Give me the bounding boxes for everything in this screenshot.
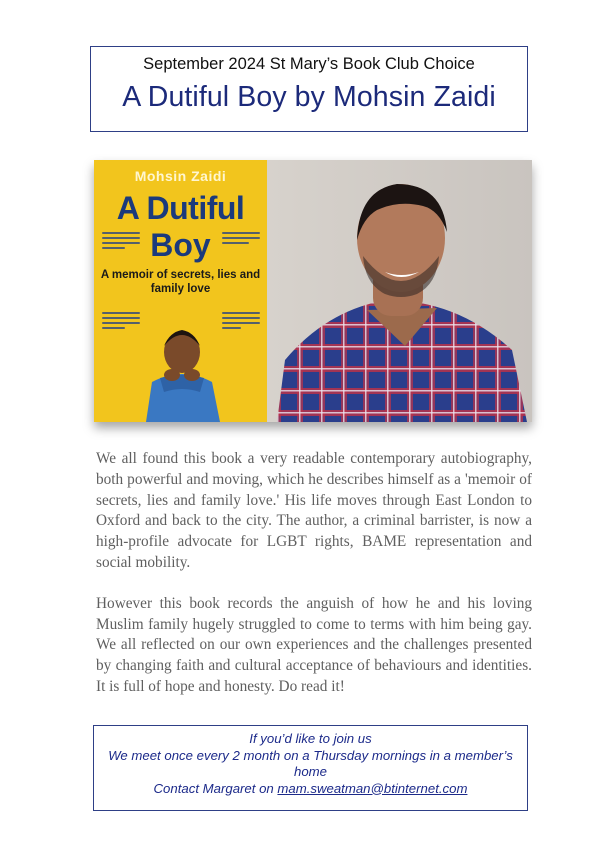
title-box: [90, 46, 528, 132]
book-cover: [94, 160, 267, 422]
review-text: [96, 449, 532, 718]
cover-title-line2: Boy: [150, 227, 211, 263]
meeting-line: We meet once every 2 month on a Thursday mornings in a member’s home: [108, 747, 513, 779]
contact-prefix: Contact Margaret on: [153, 780, 278, 796]
boy-illustration: [94, 160, 267, 422]
book-and-author-image: [94, 160, 532, 422]
author-photo: [267, 160, 532, 422]
join-info-box: [93, 725, 528, 811]
cover-author: Mohsin Zaidi: [134, 168, 227, 184]
review-paragraph-2: However this book records the anguish of how he and his loving Muslim family hugely struggled to come to terms with him being gay. We all reflected on our own experiences and the challenges presented by changing faith and cultural acceptance of behaviours and identities. It is full of hope and honesty. Do read it!: [96, 594, 532, 695]
author-portrait: [267, 160, 532, 422]
cover-tagline: A memoir of secrets, lies and family love: [100, 269, 261, 295]
contact-email-link[interactable]: mam.sweatman@btinternet.com: [277, 780, 468, 796]
join-line: If you’d like to join us: [249, 731, 372, 746]
review-paragraph-1: We all found this book a very readable contemporary autobiography, both powerful and moving, which he describes himself as a 'memoir of secrets, lies and family love.' His life moves through East London to Oxford and back to the city. The author, a criminal barrister, is now a high-profile advocate for LGBT rights, BAME representation and social mobility.: [96, 450, 532, 571]
page-title: A Dutiful Boy by Mohsin Zaidi: [122, 81, 496, 113]
page-subtitle: September 2024 St Mary’s Book Club Choice: [143, 55, 475, 73]
contact-line: [94, 781, 527, 798]
cover-title-line1: A Dutiful: [116, 190, 245, 226]
